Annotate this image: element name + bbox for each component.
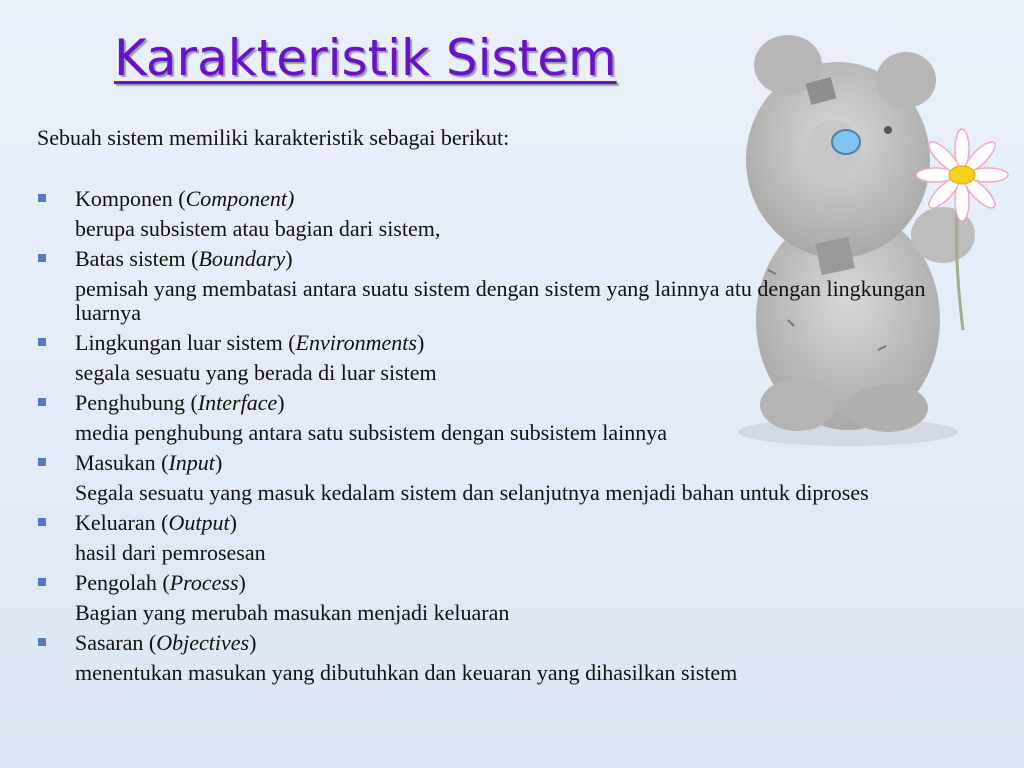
item-description: Segala sesuatu yang masuk kedalam sistem dan selanjutnya menjadi bahan untuk diproses	[75, 480, 869, 505]
bullet-square-icon	[38, 458, 46, 466]
bullet-square-icon	[38, 338, 46, 346]
item-term: Batas sistem (Boundary)	[75, 246, 293, 271]
list-item	[36, 388, 976, 448]
item-term: Sasaran (Objectives)	[75, 630, 257, 655]
item-term: Keluaran (Output)	[75, 510, 237, 535]
item-description: hasil dari pemrosesan	[75, 540, 266, 565]
item-term: Pengolah (Process)	[75, 570, 246, 595]
item-description: media penghubung antara satu subsistem dengan subsistem lainnya	[75, 420, 668, 445]
item-description: berupa subsistem atau bagian dari sistem,	[75, 216, 441, 241]
list-item	[36, 184, 976, 244]
bullet-square-icon	[38, 254, 46, 262]
item-term: Penghubung (Interface)	[75, 390, 285, 415]
list-item	[36, 508, 976, 568]
item-description: pemisah yang membatasi antara suatu sistem dengan sistem yang lainnya atu dengan lingkungan luarnya	[75, 276, 926, 325]
item-description: menentukan masukan yang dibutuhkan dan keuaran yang dihasilkan sistem	[75, 660, 738, 685]
list-item	[36, 448, 976, 508]
slide-title: Karakteristik Sistem	[114, 29, 617, 87]
bullet-square-icon	[38, 194, 46, 202]
list-item	[36, 328, 976, 388]
item-description: segala sesuatu yang berada di luar sistem	[75, 360, 437, 385]
item-term: Komponen (Component)	[75, 186, 295, 211]
intro-text: Sebuah sistem memiliki karakteristik sebagai berikut:	[37, 125, 510, 150]
characteristics-list	[36, 184, 976, 688]
bullet-square-icon	[38, 578, 46, 586]
list-item	[36, 568, 976, 628]
item-description: Bagian yang merubah masukan menjadi keluaran	[75, 600, 510, 625]
list-item	[36, 244, 976, 328]
item-term: Lingkungan luar sistem (Environments)	[75, 330, 425, 355]
bullet-square-icon	[38, 518, 46, 526]
bullet-square-icon	[38, 638, 46, 646]
bullet-square-icon	[38, 398, 46, 406]
item-term: Masukan (Input)	[75, 450, 223, 475]
list-item	[36, 628, 976, 688]
